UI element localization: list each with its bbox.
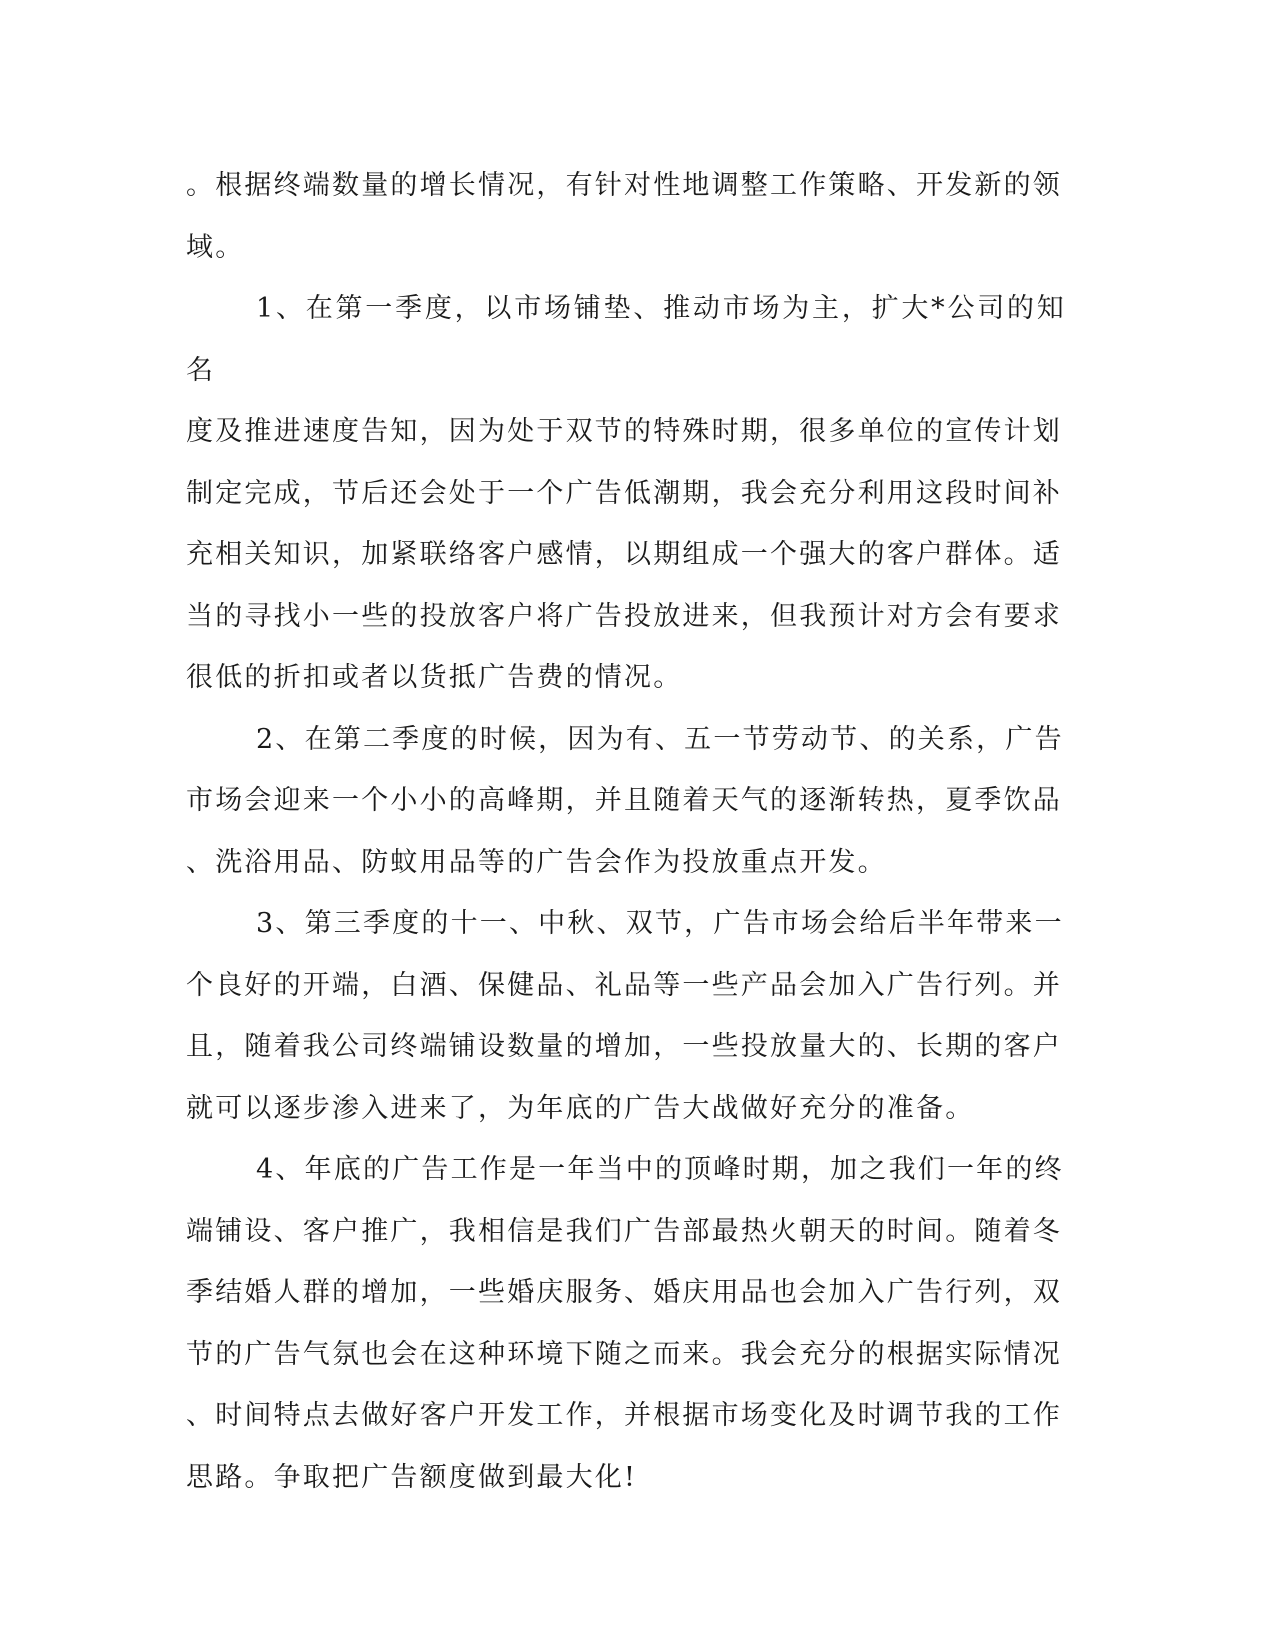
paragraph-q4 — [186, 1139, 1066, 1508]
text-line: 。根据终端数量的增长情况，有针对性地调整工作策略、开发新的领 — [186, 170, 1062, 201]
document-body — [186, 155, 1066, 1508]
text-line: 域。 — [186, 231, 245, 263]
text-line: 节的广告气氛也会在这种环境下随之而来。我会充分的根据实际情况 — [186, 1338, 1062, 1370]
text-line: 个良好的开端，白酒、保健品、礼品等一些产品会加入广告行列。并 — [186, 969, 1062, 1001]
text-line: 且，随着我公司终端铺设数量的增加，一些投放量大的、长期的客户 — [186, 1031, 1062, 1062]
text-line: 就可以逐步渗入进来了，为年底的广告大战做好充分的准备。 — [186, 1092, 975, 1124]
text-line: 1、在第一季度，以市场铺垫、推动市场为主，扩大*公司的知名 — [186, 293, 1066, 386]
text-line: 思路。争取把广告额度做到最大化! — [186, 1461, 638, 1493]
text-line: 市场会迎来一个小小的高峰期，并且随着天气的逐渐转热，夏季饮品 — [186, 785, 1062, 816]
text-line: 2、在第二季度的时候，因为有、五一节劳动节、的关系，广告 — [256, 723, 1064, 755]
text-line: 、时间特点去做好客户开发工作，并根据市场变化及时调节我的工作 — [186, 1400, 1062, 1431]
paragraph-q3 — [186, 893, 1066, 1139]
text-line: 季结婚人群的增加，一些婚庆服务、婚庆用品也会加入广告行列，双 — [186, 1277, 1062, 1308]
text-line: 度及推进速度告知，因为处于双节的特殊时期，很多单位的宣传计划 — [186, 416, 1062, 447]
text-line: 、洗浴用品、防蚊用品等的广告会作为投放重点开发。 — [186, 846, 887, 878]
text-line: 3、第三季度的十一、中秋、双节，广告市场会给后半年带来一 — [256, 908, 1064, 939]
text-line: 4、年底的广告工作是一年当中的顶峰时期，加之我们一年的终 — [256, 1154, 1064, 1185]
paragraph-continuation — [186, 155, 1066, 278]
paragraph-q2 — [186, 709, 1066, 894]
paragraph-q1 — [186, 278, 1066, 709]
text-line: 制定完成，节后还会处于一个广告低潮期，我会充分利用这段时间补 — [186, 477, 1062, 509]
text-line: 端铺设、客户推广，我相信是我们广告部最热火朝天的时间。随着冬 — [186, 1215, 1062, 1247]
text-line: 当的寻找小一些的投放客户将广告投放进来，但我预计对方会有要求 — [186, 600, 1062, 632]
text-line: 充相关知识，加紧联络客户感情，以期组成一个强大的客户群体。适 — [186, 539, 1062, 570]
text-line: 很低的折扣或者以货抵广告费的情况。 — [186, 662, 683, 693]
